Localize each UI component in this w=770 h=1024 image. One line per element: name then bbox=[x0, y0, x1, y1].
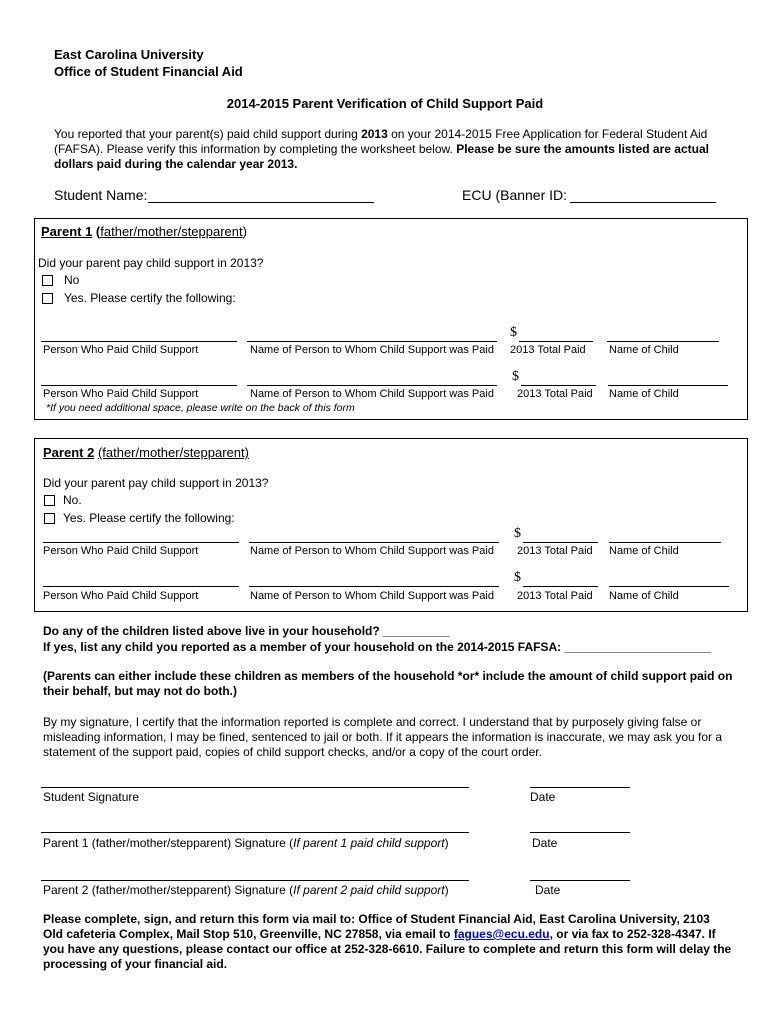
office-name: Office of Student Financial Aid bbox=[54, 64, 243, 79]
parent2-row1-col1: Person Who Paid Child Support bbox=[43, 545, 199, 557]
student-name-field[interactable] bbox=[148, 202, 374, 203]
parent2-no-label: No. bbox=[63, 493, 82, 507]
parent2-row1-col2: Name of Person to Whom Child Support was Paid bbox=[250, 545, 494, 557]
parent2-row2-payer-field[interactable] bbox=[43, 586, 239, 587]
parent2-row2-dollar: $ bbox=[514, 570, 521, 585]
parent2-row1-child-field[interactable] bbox=[609, 542, 721, 543]
parent1-row1-recipient-field[interactable] bbox=[247, 341, 497, 342]
intro-paragraph: You reported that your parent(s) paid child support during 2013 on your 2014-2015 Free Application for Federal Student Aid (FAFSA). Please verify this information by completing the worksheet below. Please be sure the amounts listed are actual dollars paid during the calendar year 2013. bbox=[54, 127, 709, 171]
parent2-row2-col3: 2013 Total Paid bbox=[517, 590, 593, 602]
parent1-date-line[interactable] bbox=[530, 832, 630, 833]
parent1-row1-child-field[interactable] bbox=[607, 341, 719, 342]
parent1-yes-checkbox[interactable] bbox=[42, 293, 53, 304]
parent1-space-note: *If you need additional space, please write on the back of this form bbox=[46, 402, 355, 414]
parent1-signature-label: Parent 1 (father/mother/stepparent) Signature (If parent 1 paid child support) bbox=[43, 836, 449, 850]
parent1-question: Did your parent pay child support in 2013? bbox=[38, 256, 264, 270]
parent2-yes-checkbox[interactable] bbox=[44, 513, 55, 524]
parent2-yes-label: Yes. Please certify the following: bbox=[63, 511, 235, 525]
parent1-no-label: No bbox=[64, 273, 80, 287]
parent1-row1-col2: Name of Person to Whom Child Support was Paid bbox=[250, 344, 494, 356]
return-instructions: Please complete, sign, and return this form via mail to: Office of Student Financial Aid, East Carolina University, 2103 Old cafeteria Complex, Mail Stop 510, Greenville, NC 27858, via email to fagues@ecu.edu, or via fax to 252-328-4347. If you have any questions, please contact our office at 252-328-6610. Failure to complete and return this form will delay the processing of your financial aid. bbox=[43, 912, 732, 971]
parent1-row1-col4: Name of Child bbox=[609, 344, 679, 356]
parent2-row2-recipient-field[interactable] bbox=[249, 586, 499, 587]
parent2-row1-recipient-field[interactable] bbox=[249, 542, 499, 543]
parent1-row1-amount-field[interactable] bbox=[519, 341, 593, 342]
student-date-line[interactable] bbox=[530, 787, 630, 788]
parent2-row2-child-field[interactable] bbox=[609, 586, 729, 587]
parent2-row1-amount-field[interactable] bbox=[523, 542, 598, 543]
parent2-row1-payer-field[interactable] bbox=[43, 542, 239, 543]
university-name: East Carolina University bbox=[54, 47, 204, 62]
parent1-row2-recipient-field[interactable] bbox=[247, 385, 497, 386]
parent1-row2-col3: 2013 Total Paid bbox=[517, 388, 593, 400]
parent2-row1-dollar: $ bbox=[514, 526, 521, 541]
parent2-date-line[interactable] bbox=[530, 880, 630, 881]
parent1-date-label: Date bbox=[532, 836, 558, 850]
student-date-label: Date bbox=[530, 790, 556, 804]
parent1-row1-col3: 2013 Total Paid bbox=[510, 344, 586, 356]
parent1-row1-payer-field[interactable] bbox=[41, 341, 237, 342]
parent2-row1-col3: 2013 Total Paid bbox=[517, 545, 593, 557]
student-signature-label: Student Signature bbox=[43, 790, 140, 804]
parent2-row2-amount-field[interactable] bbox=[523, 586, 598, 587]
form-title: 2014-2015 Parent Verification of Child Support Paid bbox=[226, 96, 544, 111]
parent2-no-checkbox[interactable] bbox=[44, 495, 55, 506]
certification-text: By my signature, I certify that the information reported is complete and correct. I understand that by purposely giving false or misleading information, I may be fined, sentenced to jail or both. If it appears the information is inaccurate, we may ask you for a statement of the support paid, copies of child support checks, and/or a copy of the court order. bbox=[43, 715, 723, 759]
household-question: Do any of the children listed above live in your household? __________ bbox=[43, 624, 450, 638]
parent2-question: Did your parent pay child support in 2013? bbox=[43, 476, 269, 490]
parent1-heading: Parent 1 (father/mother/stepparent) bbox=[41, 224, 247, 239]
banner-id-field[interactable] bbox=[570, 202, 716, 203]
parent2-heading: Parent 2 (father/mother/stepparent) bbox=[43, 445, 249, 460]
parent2-row2-col2: Name of Person to Whom Child Support was Paid bbox=[250, 590, 494, 602]
parent2-row2-col1: Person Who Paid Child Support bbox=[43, 590, 199, 602]
parent1-row1-col1: Person Who Paid Child Support bbox=[43, 344, 199, 356]
parent1-row2-payer-field[interactable] bbox=[41, 385, 237, 386]
parent1-row2-child-field[interactable] bbox=[608, 385, 728, 386]
parent2-signature-line[interactable] bbox=[41, 880, 469, 881]
email-link[interactable]: fagues@ecu.edu bbox=[453, 927, 550, 941]
parent1-row2-amount-field[interactable] bbox=[521, 385, 596, 386]
student-name-label: Student Name: bbox=[54, 187, 148, 203]
parent2-date-label: Date bbox=[535, 883, 561, 897]
parent1-row2-col1: Person Who Paid Child Support bbox=[43, 388, 199, 400]
parent1-row2-col4: Name of Child bbox=[609, 388, 679, 400]
parent2-row1-col4: Name of Child bbox=[609, 545, 679, 557]
student-signature-line[interactable] bbox=[41, 787, 469, 788]
household-list-question: If yes, list any child you reported as a member of your household on the 2014-2015 FAFSA: ______________________ bbox=[43, 640, 712, 654]
household-note: (Parents can either include these children as members of the household *or* include the amount of child support paid on their behalf, but may not do both.) bbox=[43, 669, 733, 698]
parent1-yes-label: Yes. Please certify the following: bbox=[64, 291, 236, 305]
banner-id-label: ECU (Banner ID: bbox=[462, 187, 568, 203]
parent1-row2-col2: Name of Person to Whom Child Support was Paid bbox=[250, 388, 494, 400]
parent2-row2-col4: Name of Child bbox=[609, 590, 679, 602]
parent1-no-checkbox[interactable] bbox=[42, 275, 53, 286]
parent2-signature-label: Parent 2 (father/mother/stepparent) Signature (If parent 2 paid child support) bbox=[43, 883, 449, 897]
parent1-row1-dollar: $ bbox=[510, 325, 517, 340]
parent1-signature-line[interactable] bbox=[41, 832, 469, 833]
parent1-row2-dollar: $ bbox=[512, 369, 519, 384]
